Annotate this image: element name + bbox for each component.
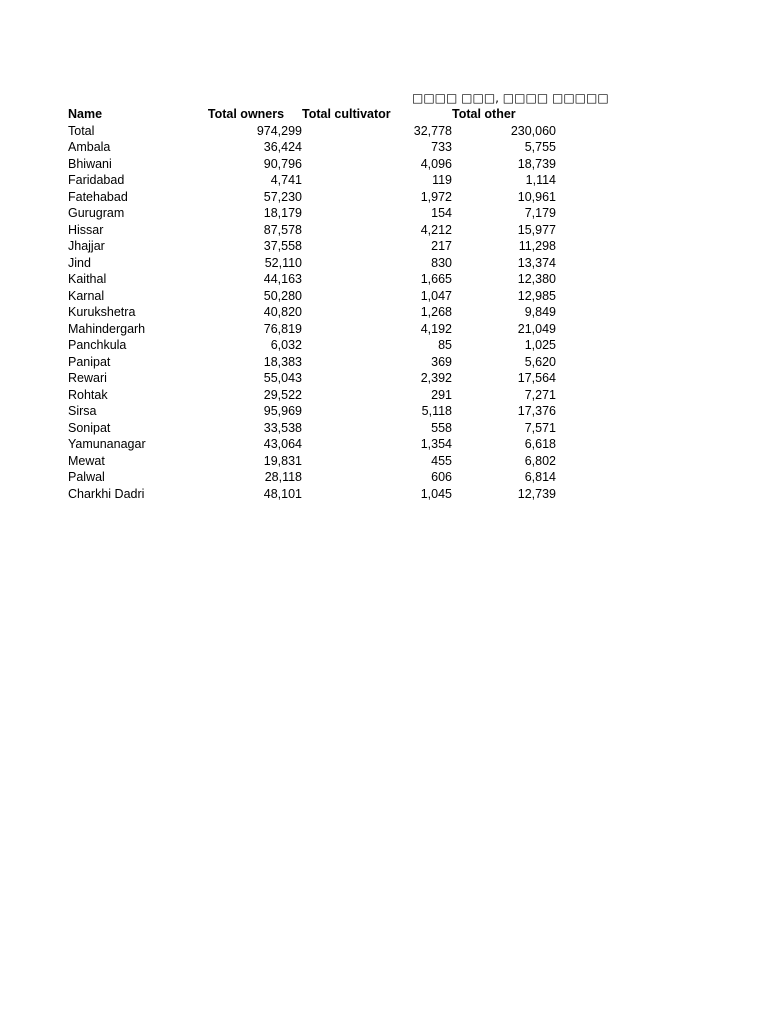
cell-other: 7,179 bbox=[524, 206, 556, 220]
cell-owners: 95,969 bbox=[263, 404, 302, 418]
cell-other: 10,961 bbox=[517, 189, 556, 204]
table-row bbox=[68, 453, 556, 470]
table-row bbox=[68, 156, 556, 173]
table-row bbox=[68, 139, 556, 156]
table-row bbox=[68, 387, 556, 404]
cell-cultivator: 5,118 bbox=[421, 404, 452, 418]
cell-name: Hissar bbox=[68, 222, 104, 237]
cell-name: Mahindergarh bbox=[68, 321, 146, 336]
cell-other: 6,802 bbox=[524, 453, 556, 468]
table-row bbox=[68, 288, 556, 305]
table-row bbox=[68, 205, 556, 222]
cell-owners: 48,101 bbox=[263, 486, 302, 501]
cell-cultivator: 1,972 bbox=[420, 189, 452, 204]
cell-other: 9,849 bbox=[524, 305, 556, 319]
cell-cultivator: 1,268 bbox=[420, 305, 452, 319]
table-row bbox=[68, 304, 556, 321]
cell-name: Total bbox=[68, 123, 95, 138]
cell-name: Sonipat bbox=[68, 420, 111, 435]
cell-name: Palwal bbox=[68, 470, 105, 484]
cell-owners: 37,558 bbox=[263, 239, 302, 253]
cell-other: 7,271 bbox=[524, 387, 556, 402]
cell-owners: 50,280 bbox=[263, 288, 302, 303]
cell-cultivator: 154 bbox=[431, 206, 452, 220]
cell-owners: 36,424 bbox=[263, 140, 302, 154]
cell-name: Mewat bbox=[68, 453, 105, 468]
cell-name: Rohtak bbox=[68, 387, 108, 402]
cell-owners: 90,796 bbox=[263, 156, 302, 171]
cell-name: Karnal bbox=[68, 288, 105, 303]
cell-name: Kurukshetra bbox=[68, 305, 136, 319]
cell-owners: 57,230 bbox=[263, 189, 302, 204]
cell-cultivator: 32,778 bbox=[413, 123, 452, 138]
column-header-owners: Total owners bbox=[207, 107, 285, 121]
table-row bbox=[68, 420, 556, 437]
cell-name: Bhiwani bbox=[68, 156, 112, 171]
cell-other: 13,374 bbox=[517, 255, 556, 270]
cell-name: Jind bbox=[68, 255, 91, 270]
cell-cultivator: 4,096 bbox=[420, 156, 452, 171]
cell-owners: 4,741 bbox=[270, 173, 302, 187]
cell-owners: 44,163 bbox=[263, 272, 302, 286]
cell-cultivator: 291 bbox=[431, 387, 452, 402]
sheet-banner: □□□□ □□□, □□□□ □□□□□ bbox=[412, 91, 609, 105]
header-row bbox=[68, 106, 556, 123]
cell-other: 18,739 bbox=[517, 156, 556, 171]
table-row bbox=[68, 370, 556, 387]
table-row bbox=[68, 255, 556, 272]
table-row bbox=[68, 469, 556, 486]
cell-cultivator: 558 bbox=[431, 420, 452, 435]
cell-cultivator: 606 bbox=[431, 470, 452, 484]
cell-cultivator: 4,212 bbox=[420, 222, 452, 237]
table-row bbox=[68, 321, 556, 338]
column-header-cultivator: Total cultivator bbox=[302, 107, 391, 121]
cell-cultivator: 1,354 bbox=[420, 437, 452, 451]
cell-owners: 6,032 bbox=[270, 338, 302, 352]
cell-name: Panipat bbox=[68, 354, 111, 369]
cell-name: Jhajjar bbox=[68, 239, 105, 253]
cell-owners: 18,383 bbox=[263, 354, 302, 369]
column-header-other: Total other bbox=[452, 107, 516, 121]
cell-owners: 33,538 bbox=[263, 420, 302, 435]
cell-cultivator: 1,045 bbox=[420, 486, 452, 501]
cell-owners: 55,043 bbox=[263, 371, 302, 385]
table-row bbox=[68, 172, 556, 189]
cell-cultivator: 2,392 bbox=[420, 371, 452, 385]
cell-other: 1,025 bbox=[524, 338, 556, 352]
cell-owners: 28,118 bbox=[264, 470, 302, 484]
cell-cultivator: 1,665 bbox=[420, 272, 452, 286]
cell-other: 17,376 bbox=[517, 404, 556, 418]
table-row bbox=[68, 354, 556, 371]
cell-other: 15,977 bbox=[517, 222, 556, 237]
table-row bbox=[68, 271, 556, 288]
cell-cultivator: 830 bbox=[431, 255, 452, 270]
cell-other: 12,739 bbox=[517, 486, 556, 501]
cell-other: 12,380 bbox=[517, 272, 556, 286]
table-row bbox=[68, 123, 556, 140]
cell-owners: 974,299 bbox=[256, 123, 302, 138]
cell-cultivator: 119 bbox=[432, 173, 452, 187]
cell-other: 7,571 bbox=[524, 420, 556, 435]
cell-other: 5,620 bbox=[524, 354, 556, 369]
cell-other: 1,114 bbox=[525, 173, 556, 187]
cell-owners: 52,110 bbox=[264, 255, 302, 270]
cell-name: Yamunanagar bbox=[68, 437, 146, 451]
cell-cultivator: 4,192 bbox=[420, 321, 452, 336]
cell-other: 11,298 bbox=[518, 239, 556, 253]
table-row bbox=[68, 238, 556, 255]
table-body bbox=[68, 123, 556, 503]
cell-owners: 29,522 bbox=[263, 387, 302, 402]
cell-other: 21,049 bbox=[517, 321, 556, 336]
cell-cultivator: 733 bbox=[431, 140, 452, 154]
cell-other: 230,060 bbox=[510, 123, 556, 138]
table-row bbox=[68, 222, 556, 239]
table-row bbox=[68, 486, 556, 503]
cell-other: 17,564 bbox=[517, 371, 556, 385]
cell-owners: 76,819 bbox=[263, 321, 302, 336]
cell-other: 5,755 bbox=[524, 140, 556, 154]
cell-name: Charkhi Dadri bbox=[68, 486, 145, 501]
cell-cultivator: 217 bbox=[431, 239, 452, 253]
cell-other: 6,814 bbox=[524, 470, 556, 484]
cell-name: Rewari bbox=[68, 371, 107, 385]
cell-owners: 43,064 bbox=[263, 437, 302, 451]
cell-name: Gurugram bbox=[68, 206, 125, 220]
cell-cultivator: 1,047 bbox=[420, 288, 452, 303]
table-row bbox=[68, 337, 556, 354]
cell-cultivator: 455 bbox=[431, 453, 452, 468]
cell-owners: 18,179 bbox=[263, 206, 302, 220]
cell-other: 12,985 bbox=[517, 288, 556, 303]
cell-name: Kaithal bbox=[68, 272, 107, 286]
cell-owners: 40,820 bbox=[263, 305, 302, 319]
data-table bbox=[68, 106, 556, 502]
table-row bbox=[68, 189, 556, 206]
cell-other: 6,618 bbox=[524, 437, 556, 451]
table-row bbox=[68, 436, 556, 453]
cell-owners: 19,831 bbox=[263, 453, 302, 468]
cell-cultivator: 369 bbox=[431, 354, 452, 369]
cell-name: Sirsa bbox=[68, 404, 97, 418]
table-row bbox=[68, 403, 556, 420]
cell-owners: 87,578 bbox=[263, 222, 302, 237]
cell-name: Fatehabad bbox=[68, 189, 128, 204]
cell-name: Ambala bbox=[68, 140, 111, 154]
column-header-name: Name bbox=[68, 107, 103, 121]
cell-name: Panchkula bbox=[68, 338, 127, 352]
cell-name: Faridabad bbox=[68, 173, 125, 187]
cell-cultivator: 85 bbox=[438, 338, 452, 352]
